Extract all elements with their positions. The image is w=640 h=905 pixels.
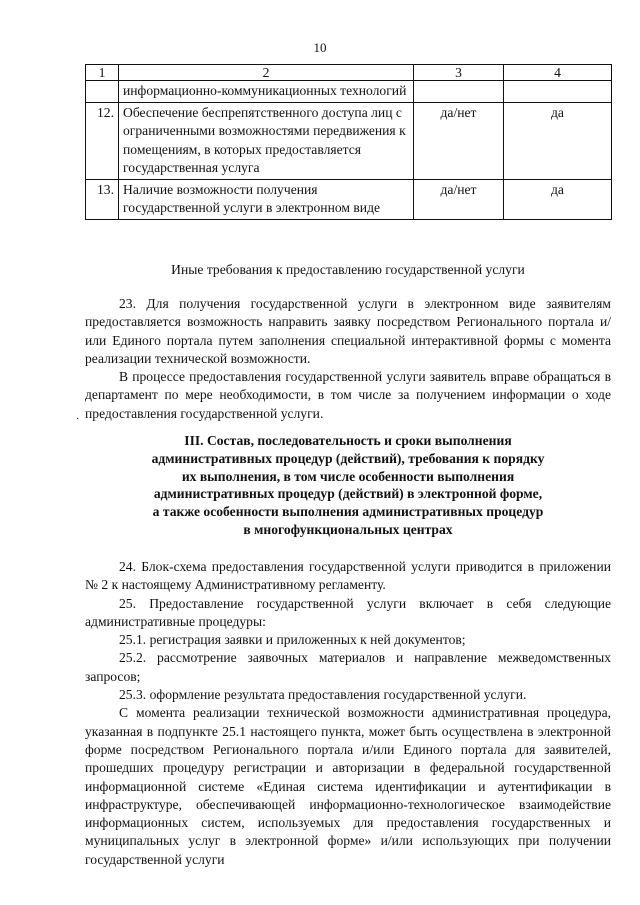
requirements-table (85, 64, 612, 220)
row-col3: да/нет (414, 179, 504, 219)
header-cell: 4 (504, 65, 612, 81)
header-cell: 3 (414, 65, 504, 81)
table-row (86, 179, 612, 219)
subheading-other-requirements: Иные требования к предоставлению государственной услуги (171, 262, 525, 277)
row-col4: да (504, 179, 612, 219)
section-title-line: административных процедур (действий) в электронной форме, (153, 486, 543, 502)
page-number: 10 (313, 40, 327, 55)
table-row (86, 102, 612, 179)
row-col3 (414, 81, 504, 103)
paragraph-group-b (85, 558, 611, 869)
row-number: 13. (86, 179, 119, 219)
section-title-line: их выполнения, в том числе особенности выполнения (181, 468, 515, 484)
paragraph: 24. Блок-схема предоставления государственной услуги приводится в приложении № 2 к настоящему Административному регламенту. (85, 559, 611, 593)
header-cell: 2 (119, 65, 414, 81)
section-title-line: а также особенности выполнения административных процедур (152, 504, 544, 520)
paragraph-group-a (85, 295, 611, 423)
section-title-line: административных процедур (действий), требования к порядку (151, 450, 545, 466)
table-row (86, 81, 612, 103)
row-text: информационно-коммуникационных технологий (119, 81, 414, 103)
header-cell: 1 (86, 65, 119, 81)
table-header-row (86, 65, 612, 81)
paragraph: 25. Предоставление государственной услуги включает в себя следующие административные процедуры: (85, 595, 611, 629)
section-title-line: III. Состав, последовательность и сроки выполнения (184, 433, 512, 448)
row-col4: да (504, 102, 612, 179)
section-title-line: в многофункциональных центрах (243, 521, 453, 537)
margin-mark: · (76, 414, 80, 425)
section-title (85, 432, 611, 539)
row-text: Обеспечение беспрепятственного доступа лиц с ограниченными возможностями передвижения к помещениям, в которых предоставляется государственная услуга (119, 102, 414, 179)
paragraph: В процессе предоставления государственной услуги заявитель вправе обращаться в департамент по мере необходимости, в том числе за получением информации о ходе предоставления государственной услуги. (85, 369, 611, 421)
row-number: 12. (86, 102, 119, 179)
paragraph: 25.3. оформление результата предоставления государственной услуги. (119, 687, 527, 703)
paragraph: 23. Для получения государственной услуги в электронном виде заявителям предоставляется возможность направить заявку посредством Регионального портала и/или Единого портала путем заполнения специальной интерактивной формы с момента реализации технической возможности. (85, 296, 611, 366)
paragraph: С момента реализации технической возможности административная процедура, указанная в подпункте 25.1 настоящего пункта, может быть осуществлена в электронной форме посредством Регионального портала и/или Единого портала для заявителей, прошедших процедуру регистрации и авторизации в федеральной государственной информационной системе «Единая система идентификации и аутентификации в инфраструктуре, обеспечивающей информационно-технологическое взаимодействие информационных систем, используемых для предоставления государственных и муниципальных услуг в электронной форме» и/или использующих при получении государственной услуги (85, 705, 611, 867)
row-number (86, 81, 119, 103)
paragraph: 25.1. регистрация заявки и приложенных к ней документов; (119, 632, 466, 648)
row-text: Наличие возможности получения государственной услуги в электронном виде (119, 179, 414, 219)
row-col4 (504, 81, 612, 103)
paragraph: 25.2. рассмотрение заявочных материалов и направление межведомственных запросов; (85, 650, 611, 684)
row-col3: да/нет (414, 102, 504, 179)
